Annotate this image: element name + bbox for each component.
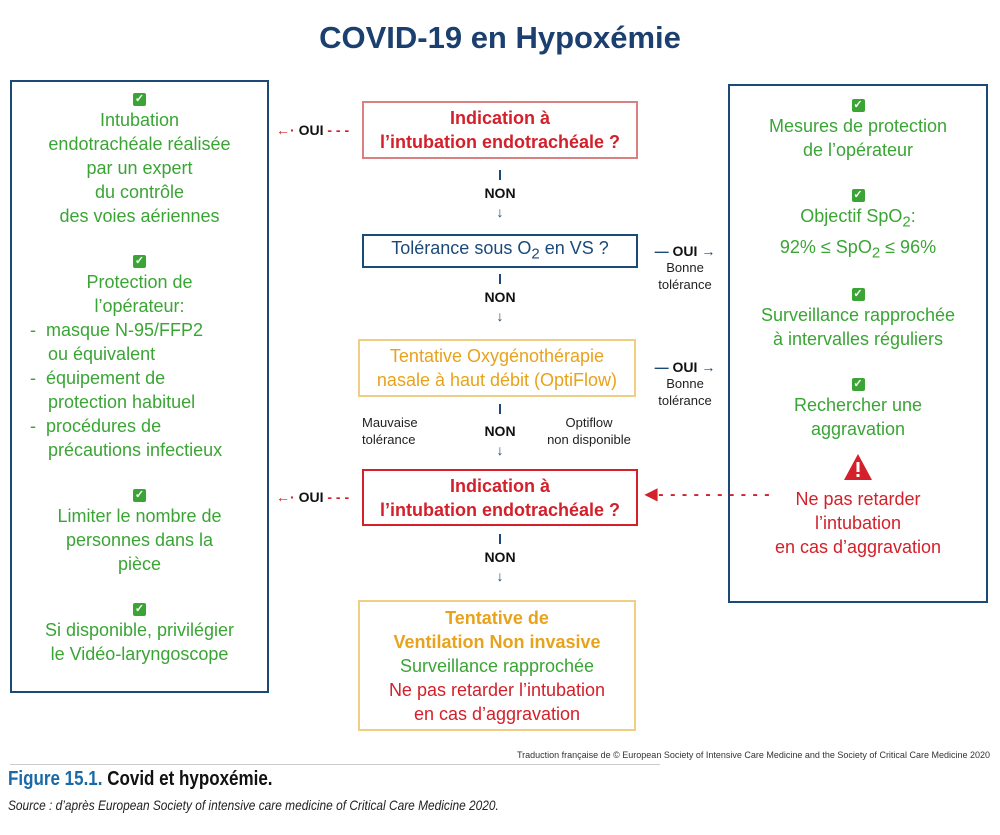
text: l’opérateur: <box>94 296 185 316</box>
label-non: NON <box>484 289 516 305</box>
text: l’intubation endotrachéale ? <box>379 499 621 520</box>
text: protection habituel <box>48 392 196 412</box>
oui-arrow-left-1: ←· OUI - - - <box>276 122 350 138</box>
text: en cas d’aggravation <box>413 703 581 724</box>
text: Ventilation Non invasive <box>393 631 601 652</box>
label-non: NON <box>484 185 516 201</box>
text: personnes dans la <box>65 530 214 550</box>
text: Bonne <box>666 376 704 391</box>
subscript: 2 <box>902 213 911 231</box>
left-block-limit <box>12 480 267 576</box>
check-icon: ✓ <box>134 489 145 501</box>
text: pièce <box>117 554 162 574</box>
text: Protection de <box>86 272 193 292</box>
right-panel <box>728 84 988 603</box>
check-icon: ✓ <box>134 255 145 267</box>
step-optiflow <box>358 339 636 397</box>
right-block-warning <box>730 453 986 559</box>
text: Rechercher une <box>793 395 923 416</box>
text: Surveillance rapprochée <box>399 655 595 676</box>
connector-non-3 <box>470 404 530 456</box>
text: aggravation <box>810 419 906 440</box>
arrow-down-icon: ↓ <box>496 308 504 324</box>
connector-non-2 <box>470 274 530 322</box>
text: de l’opérateur <box>802 140 914 160</box>
text: ≤ 96% <box>880 236 937 257</box>
text: Indication à <box>449 475 550 496</box>
right-block-protection <box>730 90 986 162</box>
divider <box>10 764 660 765</box>
left-block-intubation <box>12 84 267 228</box>
figure-number: Figure 15.1. <box>8 768 103 790</box>
text: tolérance <box>658 277 712 292</box>
label-oui: OUI <box>298 489 324 505</box>
text: procédures de <box>46 416 162 436</box>
text: Mauvaise <box>362 415 418 430</box>
label-oui: OUI <box>672 359 698 375</box>
right-block-spo2: ✓ Objectif SpO$_2$: 92% ≤ SpO$_2$ ≤ 96% <box>779 189 937 262</box>
text: l’intubation <box>814 513 902 534</box>
text: Ne pas retarder l’intubation <box>388 679 606 700</box>
question-intubation-2 <box>362 469 638 526</box>
figure-caption <box>8 768 273 791</box>
text: tolérance <box>658 393 712 408</box>
subscript: 2 <box>871 244 881 262</box>
text: 92% ≤ SpO <box>779 236 872 257</box>
text: non disponible <box>547 432 631 447</box>
text: le Vidéo-laryngoscope <box>50 644 229 664</box>
check-icon: ✓ <box>853 378 863 391</box>
oui-arrow-right-2: — OUI → Bonne tolérance <box>654 359 716 408</box>
text: précautions infectieux <box>48 440 223 460</box>
text: équipement de <box>46 368 166 388</box>
label-oui: OUI <box>672 243 698 259</box>
warning-icon <box>843 453 873 481</box>
text: Tolérance sous O <box>391 237 532 258</box>
text: par un expert <box>86 158 193 178</box>
label-optiflow-non-disponible <box>536 414 642 448</box>
text: du contrôle <box>94 182 185 202</box>
dashed-arrow-warning-to-intubation: ◀- - - - - - - - - - <box>645 486 771 503</box>
check-icon: ✓ <box>853 189 863 201</box>
check-icon: ✓ <box>853 99 863 111</box>
oui-arrow-left-2: ←· OUI - - - <box>276 489 350 505</box>
question-tolerance-o2 <box>362 234 638 268</box>
figure-title: Covid et hypoxémie. <box>102 768 273 790</box>
label-non: NON <box>484 549 516 565</box>
text: en VS ? <box>539 237 609 258</box>
right-block-aggravation <box>730 369 986 441</box>
label-oui: OUI <box>298 122 324 138</box>
arrow-down-icon: ↓ <box>496 204 504 220</box>
text: Tentative de <box>445 607 549 628</box>
credit-text: Traduction française de © European Society of Intensive Care Medicine and the Society of Critical Care Medicine 2020 <box>516 750 990 760</box>
text: l’intubation endotrachéale ? <box>379 132 621 152</box>
oui-arrow-right-1: — OUI → Bonne tolérance <box>654 243 716 292</box>
text: Si disponible, privilégier <box>44 620 235 640</box>
text: Optiflow <box>565 415 613 430</box>
diagram-title: COVID-19 en Hypoxémie <box>319 20 681 55</box>
left-block-video <box>12 594 267 666</box>
connector-non-1 <box>470 170 530 218</box>
label-mauvaise-tolerance <box>362 414 418 448</box>
text: Limiter le nombre de <box>57 506 222 526</box>
text: Ne pas retarder <box>795 489 921 510</box>
step-vni <box>358 600 636 731</box>
label-non: NON <box>484 423 516 439</box>
left-panel <box>10 80 269 693</box>
text: Intubation <box>99 110 180 130</box>
text: en cas d’aggravation <box>774 537 942 558</box>
check-icon: ✓ <box>134 93 145 105</box>
text: Surveillance rapprochée <box>760 305 956 326</box>
arrow-down-icon: ↓ <box>496 442 504 458</box>
question-intubation-1 <box>362 101 638 159</box>
source-text: Source : d’après European Society of intensive care medicine of Critical Care Medicine 2020. <box>8 797 499 813</box>
left-block-protection: ✓ Protection de l’opérateur: - masque N-95/FFP2 ou équivalent - équipement de protection habituel - procédures de précautions infectieux <box>30 255 223 460</box>
text: Mesures de protection <box>768 116 948 136</box>
right-block-surveillance <box>730 279 986 351</box>
text: ou équivalent <box>48 344 156 364</box>
text: Objectif SpO <box>800 206 903 226</box>
text: Indication à <box>449 108 550 128</box>
text: nasale à haut débit (OptiFlow) <box>376 370 618 390</box>
text: Tentative Oxygénothérapie <box>389 346 605 366</box>
connector-non-4 <box>470 534 530 582</box>
text: Bonne <box>666 260 704 275</box>
arrow-down-icon: ↓ <box>496 568 504 584</box>
check-icon: ✓ <box>134 603 145 615</box>
text: à intervalles réguliers <box>772 329 944 350</box>
text: masque N-95/FFP2 <box>46 320 204 340</box>
text: des voies aériennes <box>59 206 220 226</box>
text: tolérance <box>362 432 416 447</box>
subscript: 2 <box>531 245 540 263</box>
check-icon: ✓ <box>853 288 863 301</box>
text: endotrachéale réalisée <box>48 134 231 154</box>
